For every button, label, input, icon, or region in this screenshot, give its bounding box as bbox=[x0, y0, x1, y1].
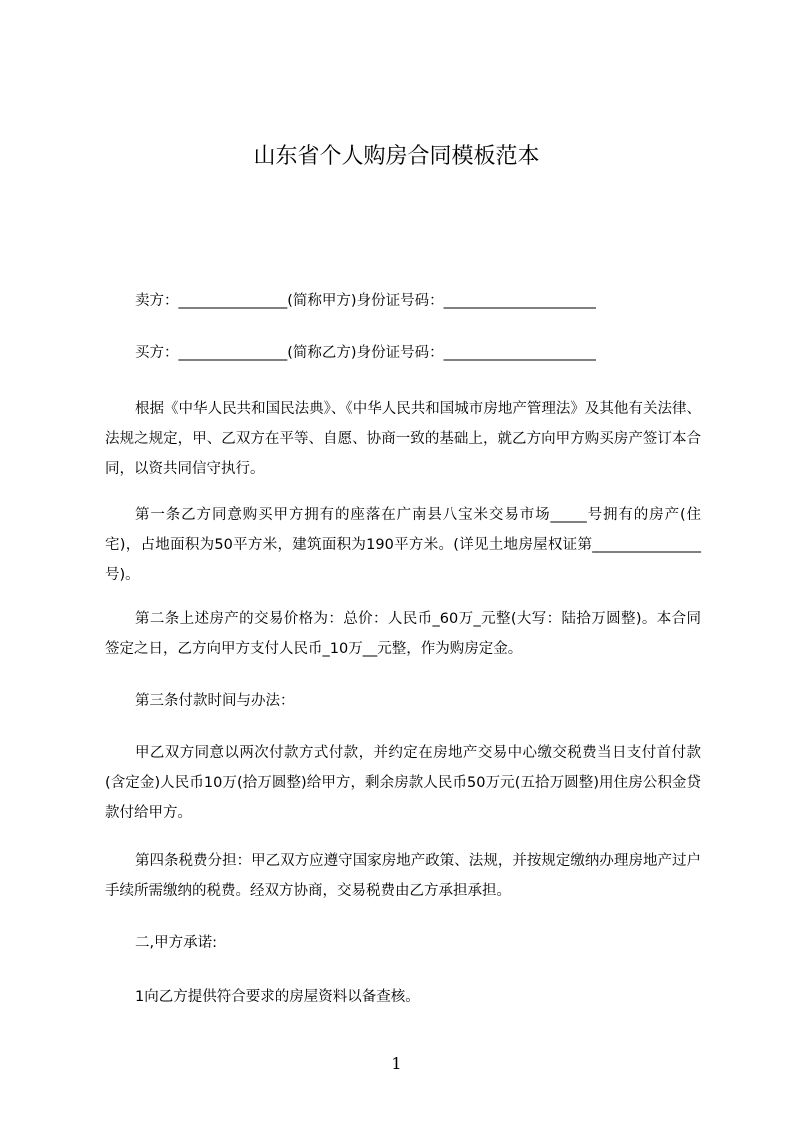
page-number: 1 bbox=[391, 1054, 402, 1073]
buyer-line: 买方：_______________(简称乙方)身份证号码：_____________________ bbox=[135, 345, 596, 361]
article-2-paragraph: 第二条上述房产的交易价格为：总价：人民币_60万_元整(大写：陆拾万圆整)。本合同签定之日，乙方向甲方支付人民币_10万__元整，作为购房定金。 bbox=[105, 611, 701, 657]
article-1-paragraph: 第一条乙方同意购买甲方拥有的座落在广南县八宝米交易市场_____号拥有的房产(住宅)，占地面积为50平方米，建筑面积为190平方米。(详见土地房屋权证第_______________号)。 bbox=[105, 507, 701, 583]
payment-paragraph: 甲乙双方同意以两次付款方式付款，并约定在房地产交易中心缴交税费当日支付首付款(含定金)人民币10万(拾万圆整)给甲方，剩余房款人民币50万元(五拾万圆整)用住房公积金贷款付给甲方。 bbox=[105, 745, 701, 821]
article-3-heading: 第三条付款时间与办法： bbox=[135, 693, 295, 709]
section-2-heading: 二,甲方承诺: bbox=[135, 935, 217, 951]
seller-promise-1: 1向乙方提供符合要求的房屋资料以备查核。 bbox=[135, 989, 420, 1005]
document-title: 山东省个人购房合同模板范本 bbox=[253, 144, 540, 169]
article-4-paragraph: 第四条税费分担：甲乙双方应遵守国家房地产政策、法规，并按规定缴纳办理房地产过户手续所需缴纳的税费。经双方协商，交易税费由乙方承担承担。 bbox=[105, 853, 701, 899]
preamble-paragraph: 根据《中华人民共和国民法典》、《中华人民共和国城市房地产管理法》及其他有关法律、法规之规定，甲、乙双方在平等、自愿、协商一致的基础上，就乙方向甲方购买房产签订本合同，以资共同信守执行。 bbox=[105, 401, 701, 477]
seller-line: 卖方：_______________(简称甲方)身份证号码：_____________________ bbox=[135, 293, 596, 309]
